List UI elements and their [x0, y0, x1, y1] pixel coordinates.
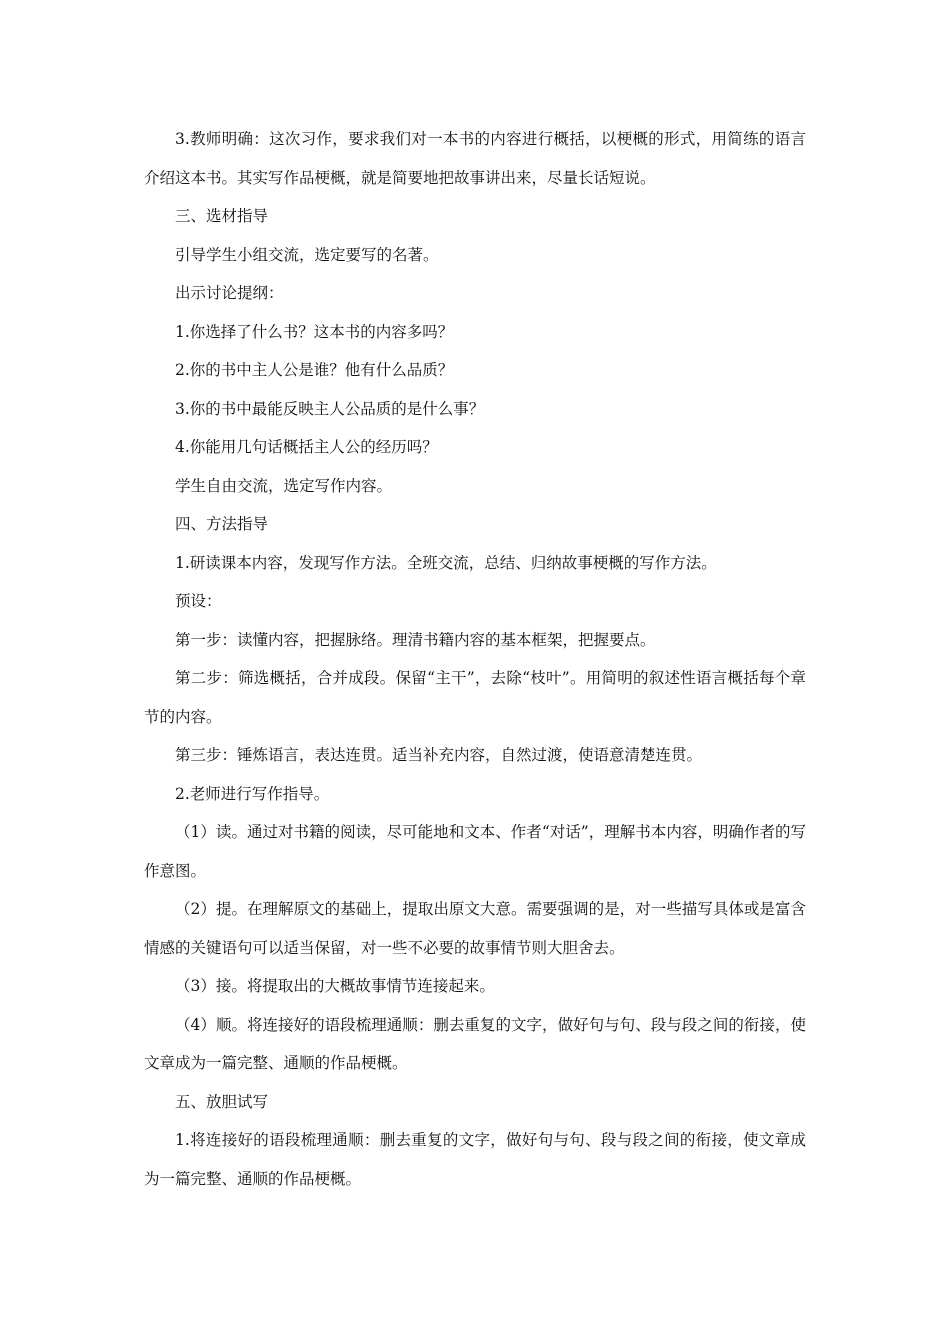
- list-item-question-2: 2.你的书中主人公是谁？他有什么品质？: [175, 361, 454, 379]
- paragraph-group-discussion: 引导学生小组交流，选定要写的名著。: [175, 245, 439, 264]
- paragraph-smooth: （4）顺。将连接好的语段梳理通顺：删去重复的文字，做好句与句、段与段之间的衔接，使文章成为一篇完整、通顺的作品梗概。: [144, 1015, 806, 1072]
- heading-bold-try: 五、放胆试写: [175, 1092, 269, 1111]
- heading-material-selection: 三、选材指导: [175, 207, 269, 225]
- paragraph-read: （1）读。通过对书籍的阅读，尽可能地和文本、作者“对话”，理解书本内容，明确作者的写作意图。: [144, 823, 806, 880]
- paragraph-step-2: 第二步：筛选概括，合并成段。保留“主干”，去除“枝叶”。用简明的叙述性语言概括每个章节的内容。: [144, 669, 806, 726]
- paragraph-connect: （3）接。将提取出的大概故事情节连接起来。: [175, 977, 495, 995]
- list-item-question-4: 4.你能用几句话概括主人公的经历吗？: [175, 438, 438, 456]
- paragraph-final-instruction: 1.将连接好的语段梳理通顺：删去重复的文字，做好句与句、段与段之间的衔接，使文章成为一篇完整、通顺的作品梗概。: [144, 1131, 806, 1188]
- paragraph-discussion-outline: 出示讨论提纲：: [175, 284, 284, 302]
- list-item-question-3: 3.你的书中最能反映主人公品质的是什么事？: [175, 399, 485, 418]
- paragraph-preset: 预设：: [175, 592, 222, 610]
- paragraph-study-textbook: 1.研读课本内容，发现写作方法。全班交流，总结、归纳故事梗概的写作方法。: [175, 553, 717, 572]
- paragraph-step-1: 第一步：读懂内容，把握脉络。理清书籍内容的基本框架，把握要点。: [175, 630, 656, 649]
- paragraph-teacher-clarify: 3.教师明确：这次习作，要求我们对一本书的内容进行概括，以梗概的形式，用简练的语言介绍这本书。其实写作品梗概，就是简要地把故事讲出来，尽量长话短说。: [144, 130, 806, 187]
- list-item-question-1: 1.你选择了什么书？这本书的内容多吗？: [175, 322, 454, 341]
- paragraph-teacher-guidance: 2.老师进行写作指导。: [175, 784, 330, 803]
- paragraph-free-exchange: 学生自由交流，选定写作内容。: [175, 476, 393, 495]
- heading-method-guidance: 四、方法指导: [175, 515, 269, 533]
- document-body: [144, 120, 806, 1198]
- paragraph-step-3: 第三步：锤炼语言，表达连贯。适当补充内容，自然过渡，使语意清楚连贯。: [175, 746, 703, 764]
- paragraph-extract: （2）提。在理解原文的基础上，提取出原文大意。需要强调的是，对一些描写具体或是富含情感的关键语句可以适当保留，对一些不必要的故事情节则大胆舍去。: [144, 900, 806, 957]
